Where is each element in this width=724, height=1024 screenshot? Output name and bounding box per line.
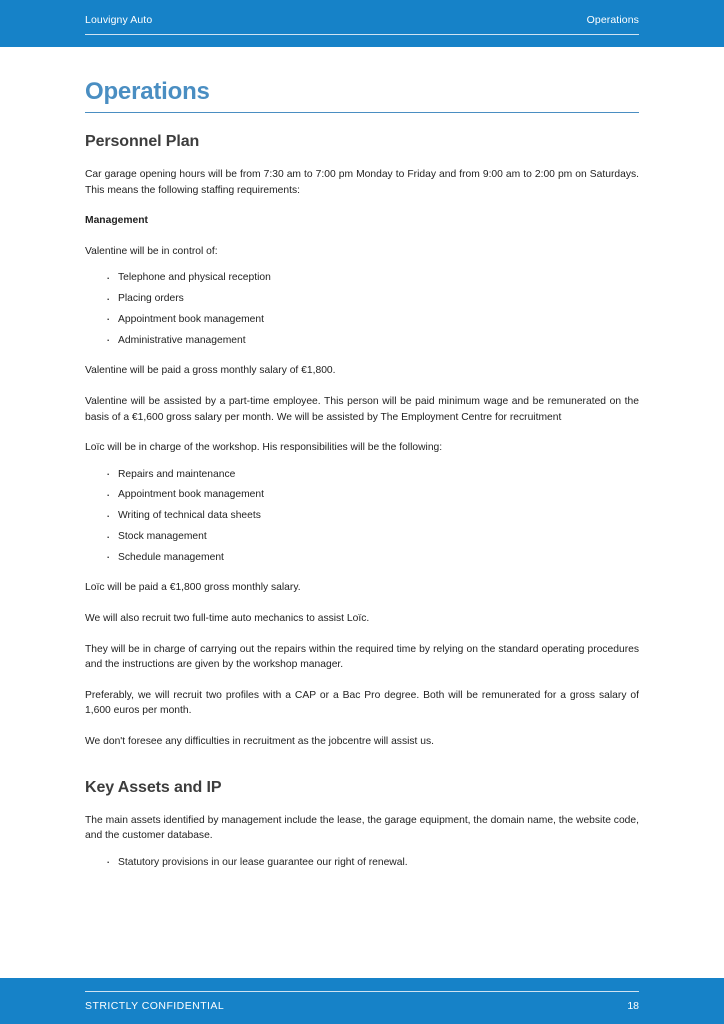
page-footer bbox=[85, 991, 639, 1013]
title-divider bbox=[85, 112, 639, 113]
list-item: · Telephone and physical reception bbox=[106, 270, 639, 286]
paragraph-valentine-intro: Valentine will be in control of: bbox=[85, 245, 218, 257]
page-header-band bbox=[0, 0, 724, 47]
list-item: · Appointment book management bbox=[106, 487, 639, 503]
paragraph-loic-salary: Loïc will be paid a €1,800 gross monthly salary. bbox=[85, 582, 301, 594]
list-item: · Statutory provisions in our lease guarantee our right of renewal. bbox=[106, 855, 639, 871]
list-item: · Schedule management bbox=[106, 550, 639, 566]
paragraph-mechanics-profiles: Preferably, we will recruit two profiles with a CAP or a Bac Pro degree. Both will be remunerated for a gross salary of 1,600 euros per month. bbox=[85, 689, 639, 717]
footer-confidentiality-notice: STRICTLY CONFIDENTIAL bbox=[85, 1000, 225, 1012]
paragraph-recruitment-note: We don't foresee any difficulties in recruitment as the jobcentre will assist us. bbox=[85, 735, 434, 747]
paragraph-loic-intro: Loïc will be in charge of the workshop. His responsibilities will be the following: bbox=[85, 442, 443, 454]
list-key-assets bbox=[85, 855, 639, 871]
page-title bbox=[85, 78, 639, 106]
list-loic-duties bbox=[85, 467, 639, 566]
paragraph-mechanics-duties: They will be in charge of carrying out the repairs within the required time by relying on the standard operating procedures and the instructions are given by the workshop manager. bbox=[85, 643, 639, 671]
page-content bbox=[85, 47, 639, 870]
footer-page-number: 18 bbox=[627, 1000, 639, 1012]
list-item: · Placing orders bbox=[106, 291, 639, 307]
list-item: · Appointment book management bbox=[106, 312, 639, 328]
header-company-name: Louvigny Auto bbox=[85, 14, 153, 26]
paragraph-key-assets-intro: The main assets identified by management include the lease, the garage equipment, the domain name, the website code, and the customer database. bbox=[85, 814, 639, 842]
paragraph-valentine-assistant: Valentine will be assisted by a part-time employee. This person will be paid minimum wage and be remunerated on the basis of a €1,600 gross salary per month. We will be assisted by The Employment Centre for recruitment bbox=[85, 395, 639, 423]
header-section-name: Operations bbox=[586, 14, 639, 26]
paragraph-opening-hours: Car garage opening hours will be from 7:30 am to 7:00 pm Monday to Friday and from 9:00 am to 2:00 pm on Saturdays. This means the following staffing requirements: bbox=[85, 169, 639, 196]
page-title-text: Operations bbox=[85, 78, 210, 105]
list-item: · Writing of technical data sheets bbox=[106, 508, 639, 524]
list-item: · Stock management bbox=[106, 529, 639, 545]
list-valentine-duties bbox=[85, 270, 639, 348]
list-item: · Administrative management bbox=[106, 333, 639, 349]
list-item: · Repairs and maintenance bbox=[106, 467, 639, 483]
page-footer-band bbox=[0, 978, 724, 1024]
label-management: Management bbox=[85, 215, 148, 227]
section-heading-key-assets-and-ip: Key Assets and IP bbox=[85, 778, 222, 796]
paragraph-valentine-salary: Valentine will be paid a gross monthly salary of €1,800. bbox=[85, 365, 336, 377]
page-header bbox=[85, 14, 639, 35]
paragraph-mechanics-recruit: We will also recruit two full-time auto mechanics to assist Loïc. bbox=[85, 613, 370, 624]
section-heading-personnel-plan: Personnel Plan bbox=[85, 133, 200, 150]
